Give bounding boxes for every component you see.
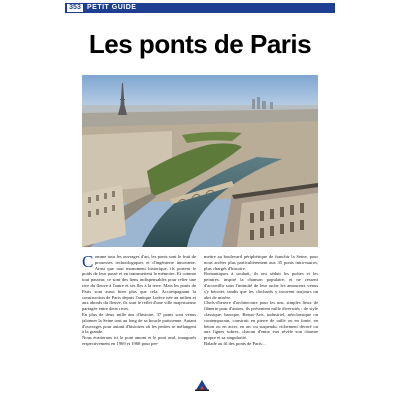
- page-title: Les ponts de Paris: [88, 29, 312, 59]
- paragraph-text: mettre au boulevard périphérique de franchir la Seine, pour nous arrêter plus particulièrement aux 35 ponts intra-muros, plus chargés d'histoire.: [204, 254, 318, 271]
- cover-page: [65, 0, 335, 400]
- paragraph-text: Romantiques à souhait, ils ont séduit les poètes et les peintres, inspiré la chanson populaire, et ne cessent d'accueillir sous l'intimité de leur arche les amoureux venus s'y bécoter, tandis que les clochards y trouvent toujours un abri de misère.: [204, 271, 318, 300]
- paragraph-text: Balade au fil des ponts de Paris…: [204, 340, 267, 346]
- paragraph-text: Chefs-d'œuvre d'architecture pour les uns, simples lieux de flânerie pour d'autres, ils présentent mille diversités : de style classique, baroque, Beaux-Arts, industriel, néoclassique ou contemporain, construit en pierre de taille ou en fonte, en béton ou en acier, en arc ou suspendu, richement décoré ou aux lignes sobres, chacun d'entre eux révèle son charme propre et sa singularité.: [204, 300, 318, 341]
- series-number: 353: [67, 4, 83, 12]
- text-column-right: [204, 254, 318, 374]
- paris-cityscape-image: [82, 75, 318, 247]
- paragraph: [82, 312, 196, 335]
- paragraph: [204, 300, 318, 341]
- text-column-left: [82, 254, 196, 374]
- paragraph: [82, 254, 196, 312]
- series-header-bar: [65, 3, 335, 13]
- paragraph: [204, 271, 318, 300]
- series-label: PETIT GUIDE: [87, 4, 137, 11]
- paragraph: [204, 341, 318, 347]
- drop-cap: C: [82, 254, 94, 271]
- paragraph: [204, 254, 318, 271]
- body-text: [82, 254, 318, 374]
- paragraph-text: Nous écarterons ici le pont amont et le pont aval, inaugurés respectivement en 1969 et 1968 pour per-: [82, 335, 196, 346]
- paragraph-text: omme tous les ouvrages d'art, les ponts sont le fruit de prouesses technologiques et d'ingénierie innovante. Ainsi que tout monument historique, ils portent le poids de leur passé et en transmettent la mémoire. Et comme tout passeur, ce sont des liens indispensables pour relier une rive du fleuve à l'autre et ses îles à la terre. Mais les ponts de Paris sont aussi bien plus que cela. Accompagnant la construction de Paris depuis l'antique Lutèce née au milieu et aux abords du fleuve, ils sont le reflet d'une ville majestueuse partagée entre deux rives.: [82, 254, 196, 312]
- aedis-logo-icon: [195, 378, 209, 390]
- cover-photo: [82, 75, 318, 247]
- paragraph: [82, 335, 196, 347]
- paragraph-text: En plus de deux mille ans d'histoire, 37 ponts sont venus jalonner la Seine tout au long de sa boucle parisienne. Autant d'ouvrages pour autant d'histoires où les petites se mêlangent à la grande.: [82, 311, 196, 335]
